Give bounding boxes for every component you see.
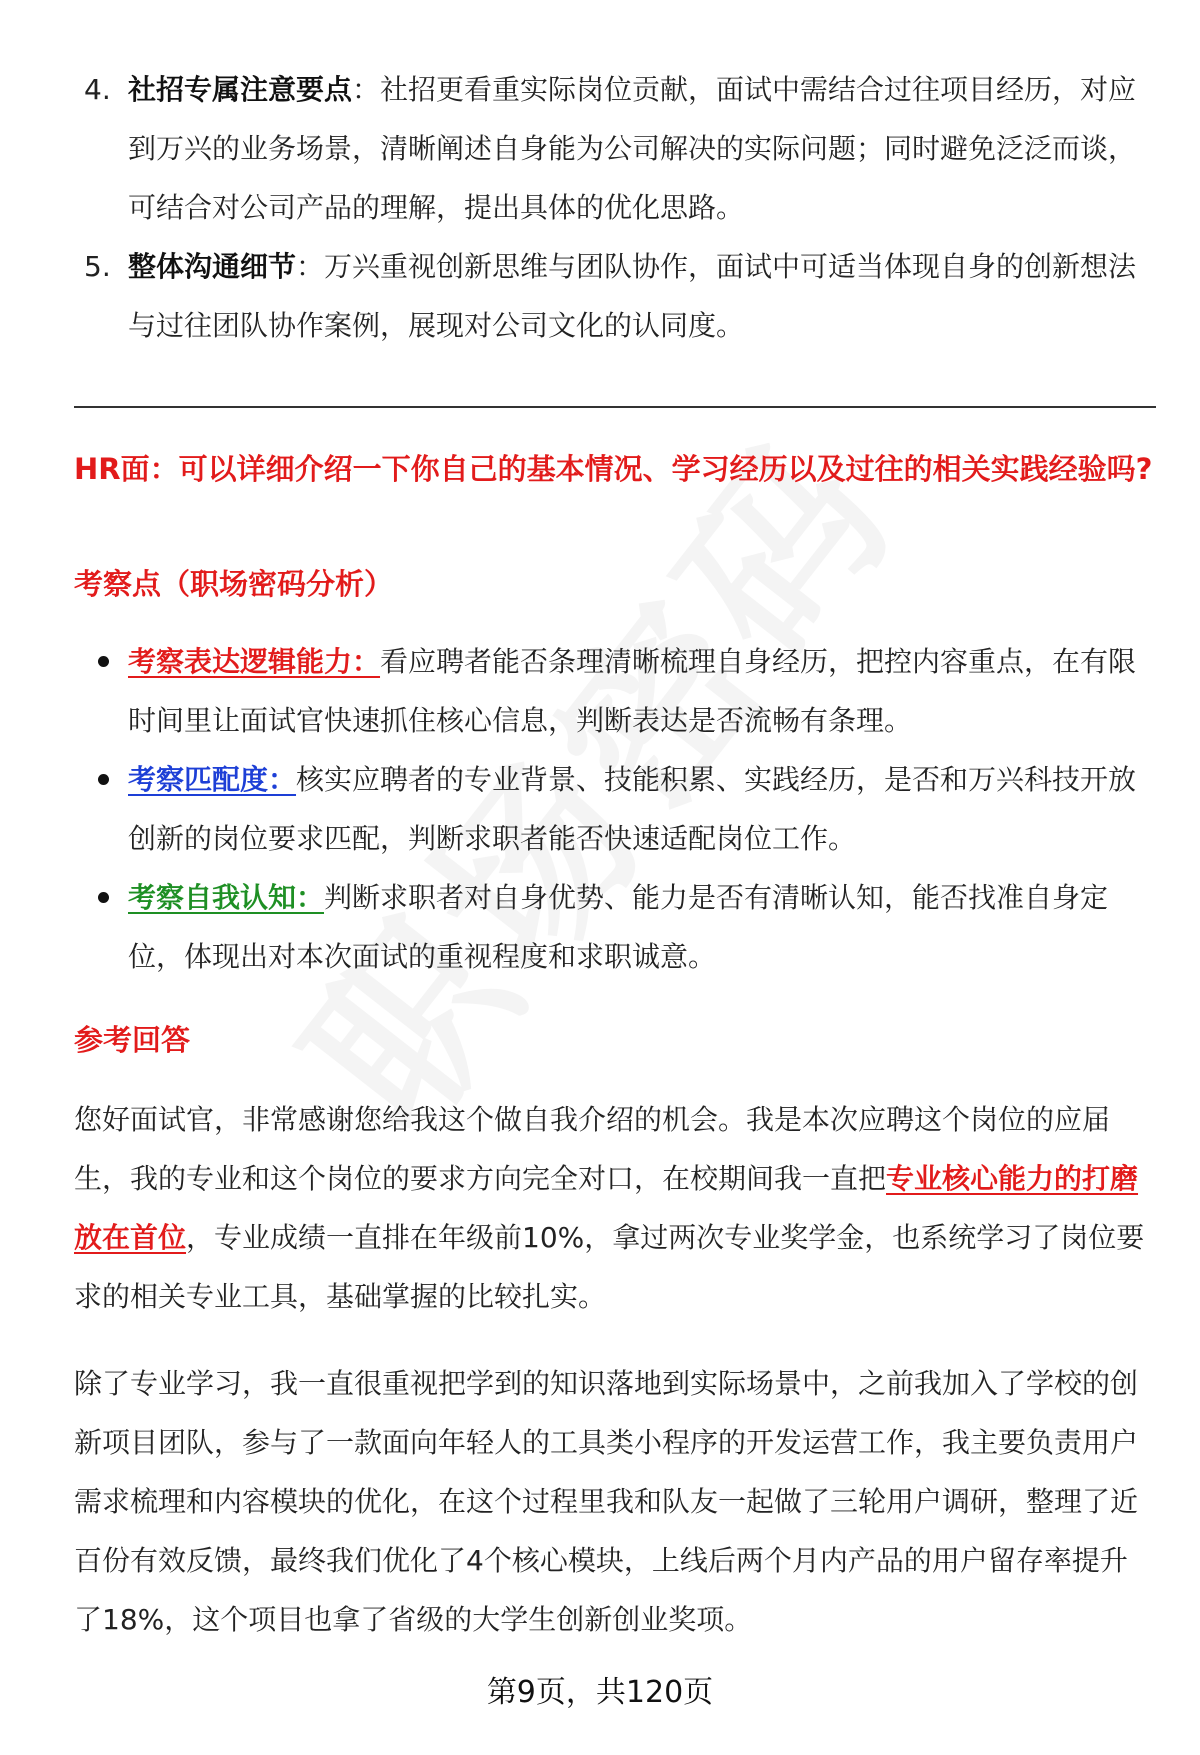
bullet-icon (98, 656, 109, 667)
answer-highlight: 专业核心能力的打磨放在首位 (74, 1162, 1139, 1254)
section-heading-answer: 参考回答 (74, 1023, 191, 1057)
points-list (88, 632, 1146, 986)
list-item (88, 750, 1146, 868)
section-heading-points: 考察点（职场密码分析） (74, 567, 394, 601)
point-text: 核实应聘者的专业背景、技能积累、实践经历，是否和万兴科技开放创新的岗位要求匹配，判断求职者能否快速适配岗位工作。 (128, 763, 1137, 855)
answer-paragraph (74, 1090, 1154, 1326)
bullet-icon (98, 892, 109, 903)
item-lead: 整体沟通细节 (128, 250, 297, 283)
answer-paragraph: 除了专业学习，我一直很重视把学到的知识落地到实际场景中，之前我加入了学校的创新项目团队，参与了一款面向年轻人的工具类小程序的开发运营工作，我主要负责用户需求梳理和内容模块的优化，在这个过程里我和队友一起做了三轮用户调研，整理了近百份有效反馈，最终我们优化了4个核心模块，上线后两个月内产品的用户留存率提升了18%，这个项目也拿了省级的大学生创新创业奖项。 (74, 1367, 1139, 1636)
point-label: 考察表达逻辑能力： (128, 645, 381, 678)
answer-text: 您好面试官，非常感谢您给我这个做自我介绍的机会。我是本次应聘这个岗位的应届生，我的专业和这个岗位的要求方向完全对口，在校期间我一直把 (74, 1103, 1111, 1195)
item-number: 5. (84, 250, 111, 283)
item-number: 4. (84, 73, 111, 106)
point-label: 考察匹配度： (128, 763, 297, 796)
numbered-list (84, 60, 1144, 355)
list-item (84, 60, 1144, 237)
answer-text: ，专业成绩一直排在年级前10%，拿过两次专业奖学金，也系统学习了岗位要求的相关专业工具，基础掌握的比较扎实。 (74, 1221, 1145, 1313)
bullet-icon (98, 774, 109, 785)
divider (74, 406, 1156, 408)
item-text: ：万兴重视创新思维与团队协作，面试中可适当体现自身的创新想法与过往团队协作案例，展现对公司文化的认同度。 (128, 250, 1137, 342)
point-label: 考察自我认知： (128, 881, 325, 914)
item-text: ：社招更看重实际岗位贡献，面试中需结合过往项目经历，对应到万兴的业务场景，清晰阐述自身能为公司解决的实际问题；同时避免泛泛而谈，可结合对公司产品的理解，提出具体的优化思路。 (128, 73, 1137, 224)
item-lead: 社招专属注意要点 (128, 73, 353, 106)
page-footer: 第9页，共120页 (486, 1675, 714, 1710)
point-text: 判断求职者对自身优势、能力是否有清晰认知，能否找准自身定位，体现出对本次面试的重视程度和求职诚意。 (128, 881, 1109, 973)
question-title: HR面：可以详细介绍一下你自己的基本情况、学习经历以及过往的相关实践经验吗? (74, 452, 1153, 486)
point-text: 看应聘者能否条理清晰梳理自身经历，把控内容重点，在有限时间里让面试官快速抓住核心信息，判断表达是否流畅有条理。 (128, 645, 1137, 737)
list-item (88, 632, 1146, 750)
list-item (84, 237, 1144, 355)
list-item (88, 868, 1146, 986)
